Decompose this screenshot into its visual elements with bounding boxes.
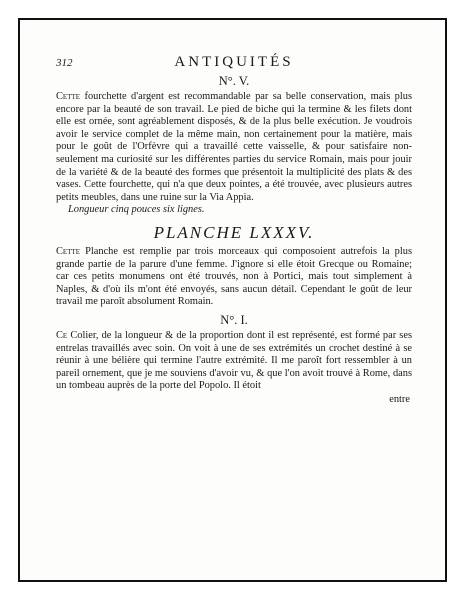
item-1-body: Colier, de la longueur & de la proportion dont il est représenté, est formé par ses entrelas travaillés avec soin. On voit à une de ses extrémités un crochet destiné à se réunir à une bélière qui termine l'autre extrémité. Il me paroît fort ressembler à un pareil ornement, que je me souviens d'avoir vu, & que l'on avoit trouvé à Rome, dans un tombeau auprès de la porte del Popolo. Il étoit [56, 329, 412, 392]
plate-intro-paragraph [56, 246, 412, 309]
item-1-lead-word: Ce [56, 329, 68, 341]
plate-intro-body: Planche est remplie par trois morceaux qui composoient autrefois la plus grande partie de la parure d'une femme. J'ignore si elle étoit Grecque ou Romaine; car ces petits monumens ont été trouvés, non à Portici, mais tout simplement à Naples, & d'où ils m'ont été envoyés, sans aucun détail. Cependant le goût de leur travail me paroît absolument Romain. [56, 245, 412, 308]
item-5-body: fourchette d'argent est recommandable par sa belle conservation, mais plus encore par la beauté de son travail. Le pied de biche qui la termine & les filets dont elle est ornée, sont agréablement disposés, & de la plus belle exécution. Je voudrois avoir le service complet de la même main, non certainement pour la matière, mais pour le goût de l'Orfèvre qui a travaillé cette vaisselle, & pour satisfaire non-seulement ma curiosité sur les différentes parties du service Romain, mais pour jouir de la variété & de la beauté des formes que présentoit la multiplicité des plats & des vases. Cette fourchette, qui n'a que deux pointes, a été trouvée, avec plusieurs autres petits meubles, dans une ruine sur la Via Appia. [56, 91, 412, 203]
item-5-measure: Longueur cinq pouces six lignes. [68, 204, 205, 216]
plate-intro-lead-word: Cette [56, 245, 81, 257]
catchword: entre [389, 393, 410, 405]
item-5-heading: N°. V. [218, 74, 250, 88]
item-1-heading: N°. I. [220, 312, 248, 327]
plate-title: PLANCHE LXXXV. [153, 222, 315, 242]
item-5-lead-word: Cette [56, 91, 81, 102]
page-number: 312 [56, 57, 73, 69]
item-1-paragraph [56, 330, 412, 393]
page-frame [18, 18, 447, 582]
running-title: ANTIQUITÉS [174, 54, 294, 70]
item-5-paragraph [56, 91, 412, 204]
page-content [56, 54, 412, 405]
running-head [56, 54, 412, 72]
